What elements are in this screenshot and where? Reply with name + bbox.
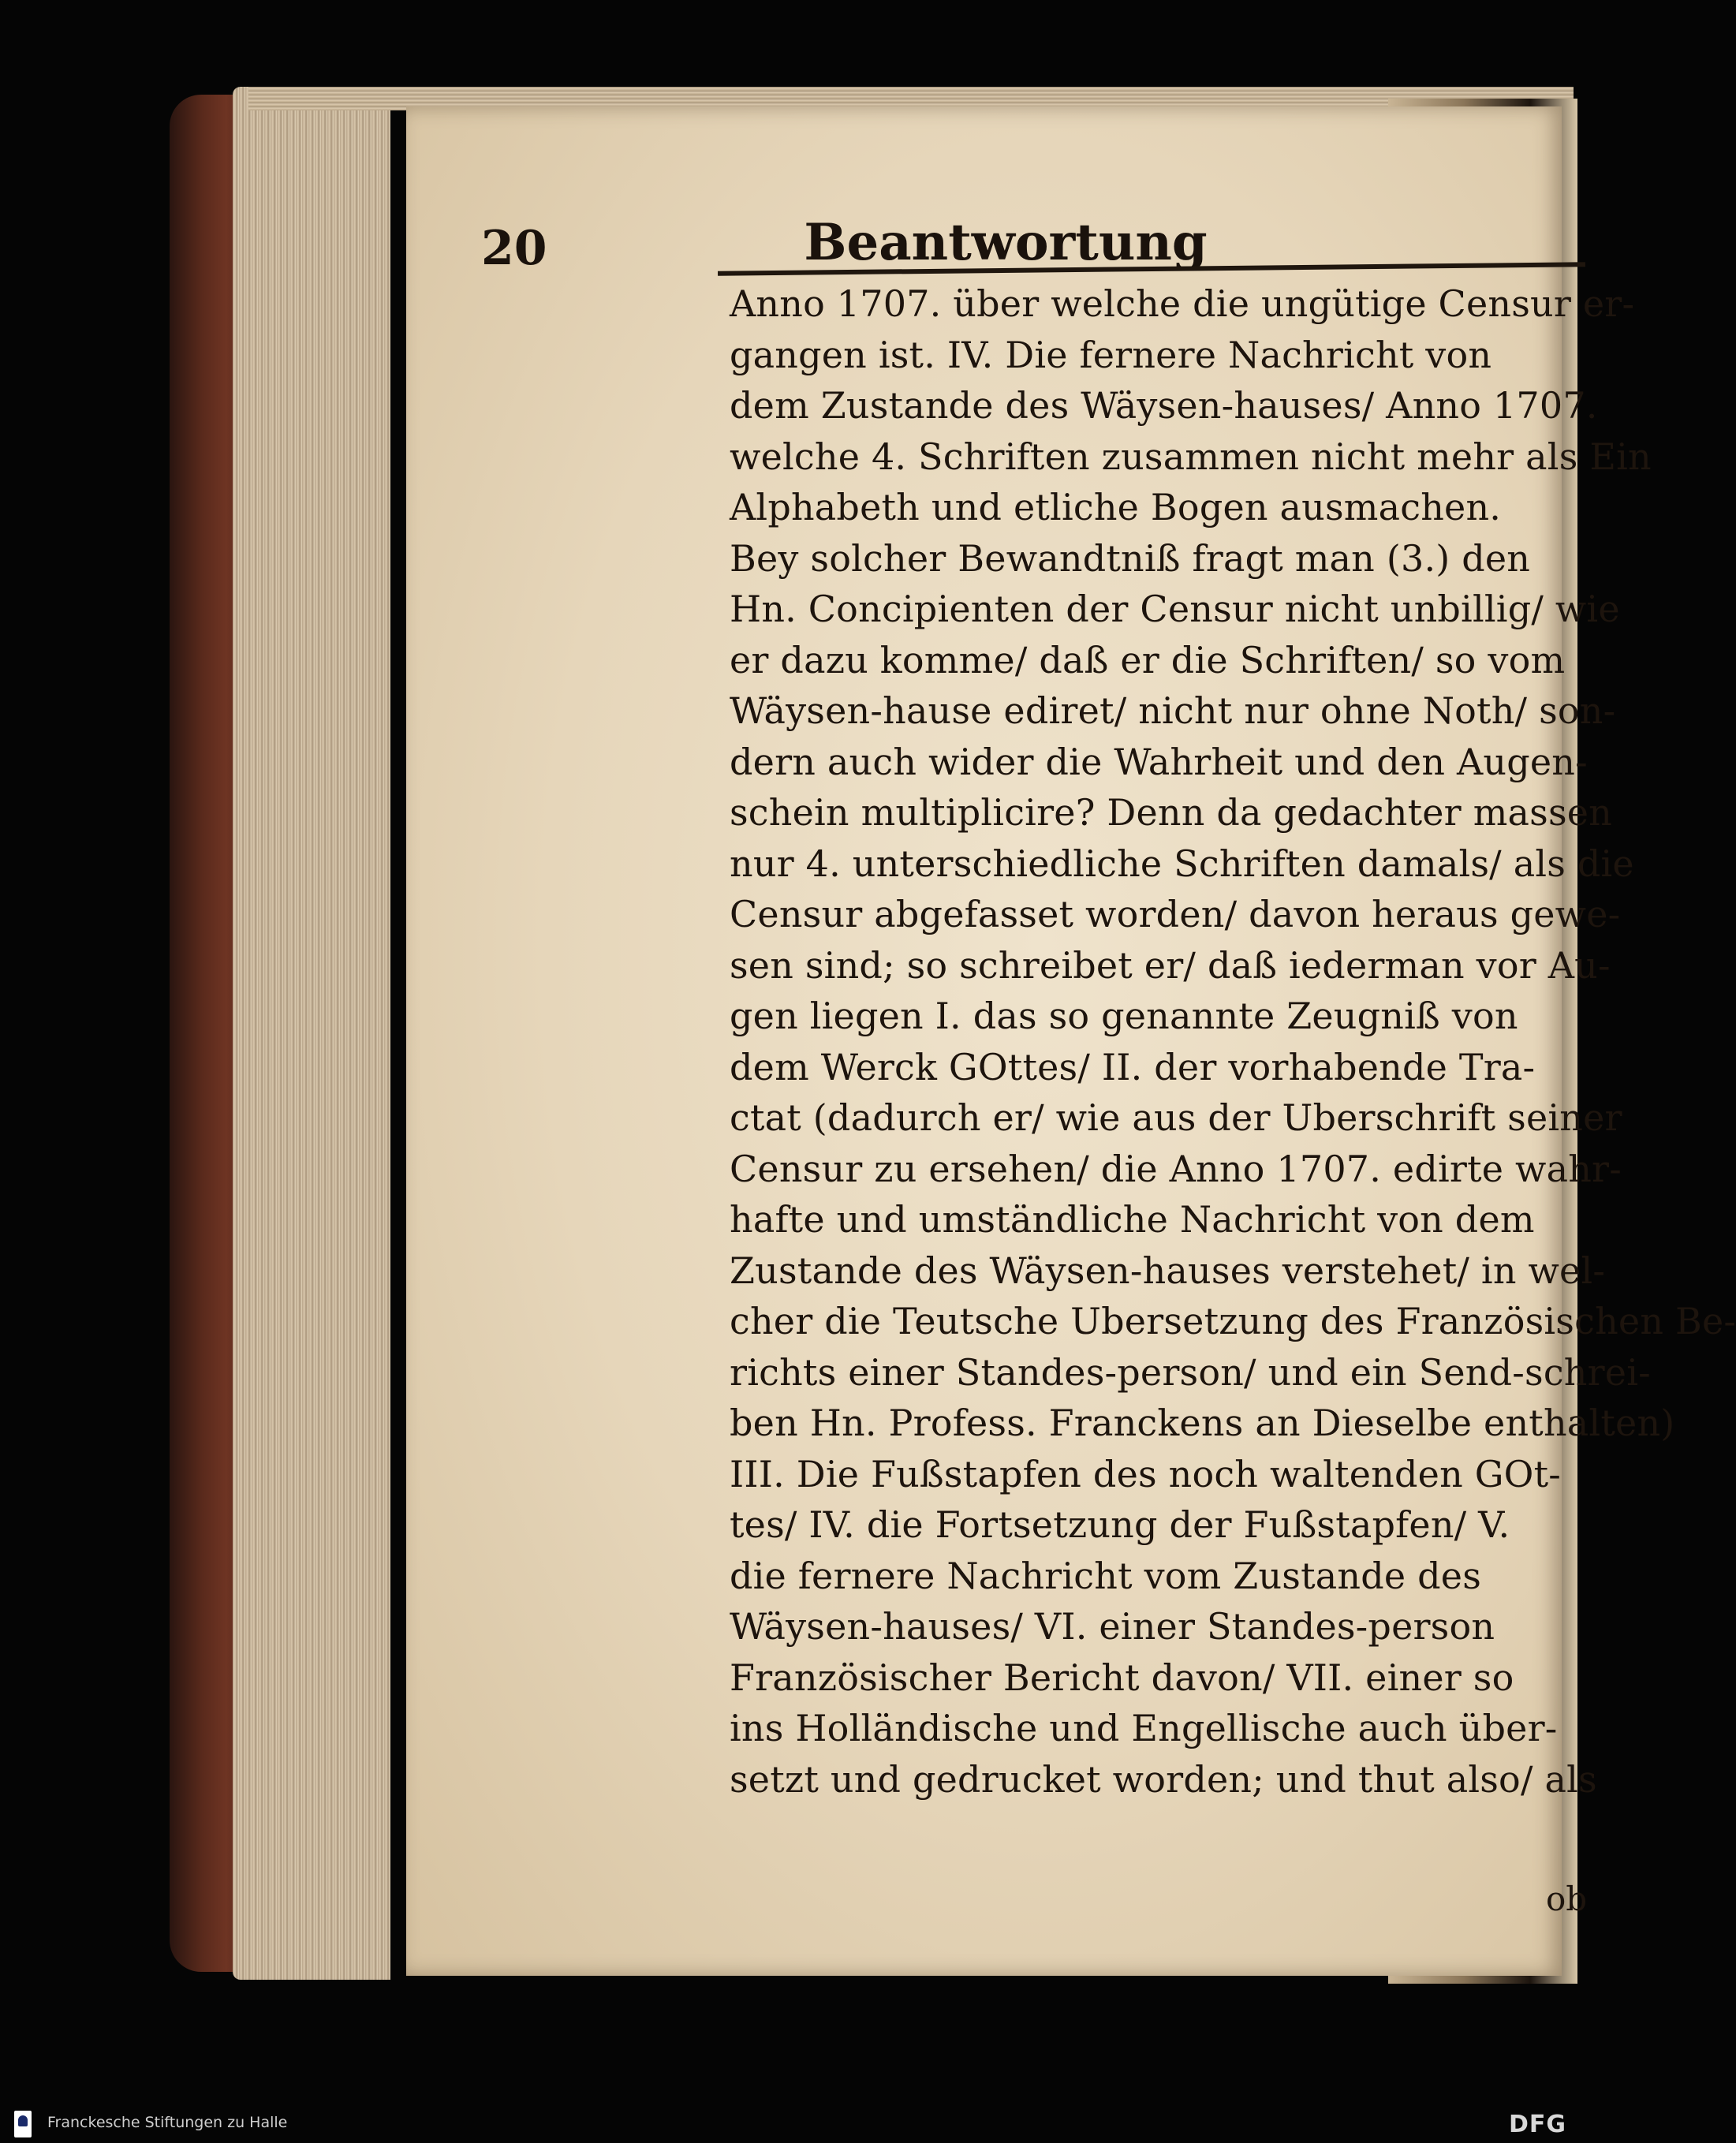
- franckesche-stiftungen-logo-icon[interactable]: [14, 2111, 32, 2137]
- text-line: Censur zu ersehen/ die Anno 1707. edirte wahr-: [730, 1147, 1622, 1190]
- text-line: Alphabeth und etliche Bogen ausmachen.: [730, 486, 1502, 528]
- text-line: hafte und umständliche Nachricht von dem: [730, 1198, 1535, 1241]
- text-line: Hn. Concipienten der Censur nicht unbillig/ wie: [730, 588, 1620, 630]
- text-line: dem Werck GOttes/ II. der vorhabende Tra-: [730, 1045, 1536, 1088]
- running-head: Beantwortung: [804, 213, 1208, 272]
- page-header: [406, 213, 1562, 284]
- page-body-text: [730, 278, 1736, 1805]
- text-line: III. Die Fußstapfen des noch waltenden GOt-: [730, 1452, 1561, 1495]
- text-line: tes/ IV. die Fortsetzung der Fußstapfen/ V.: [730, 1503, 1510, 1546]
- text-line: dem Zustande des Wäysen-hauses/ Anno 1707.: [730, 384, 1598, 427]
- text-line: Zustande des Wäysen-hauses verstehet/ in wel-: [730, 1249, 1606, 1292]
- text-line: welche 4. Schriften zusammen nicht mehr als Ein: [730, 435, 1652, 478]
- text-line: richts einer Standes-person/ und ein Send-schrei-: [730, 1350, 1651, 1394]
- viewer-footer-bar: [0, 2106, 1577, 2143]
- catchword: ob: [1546, 1880, 1588, 1918]
- logo-mark: [18, 2115, 28, 2126]
- text-line: Wäysen-hauses/ VI. einer Standes-person: [730, 1605, 1495, 1648]
- text-line: gangen ist. IV. Die fernere Nachricht von: [730, 333, 1492, 376]
- text-line: Bey solcher Bewandtniß fragt man (3.) den: [730, 536, 1531, 580]
- text-line: Französischer Bericht davon/ VII. einer so: [730, 1656, 1514, 1699]
- text-line: nur 4. unterschiedliche Schriften damals/ als die: [730, 842, 1634, 885]
- book-page: [406, 106, 1736, 1976]
- text-line: Wäysen-hause ediret/ nicht nur ohne Noth/ son-: [730, 689, 1616, 732]
- page-number: 20: [481, 221, 547, 276]
- text-line: ctat (dadurch er/ wie aus der Uberschrift seiner: [730, 1096, 1622, 1139]
- text-line: schein multiplicire? Denn da gedachter massen: [730, 791, 1612, 834]
- text-line: dern auch wider die Wahrheit und den Augen-: [730, 740, 1588, 783]
- text-line: ins Holländische und Engellische auch über-: [730, 1707, 1558, 1749]
- text-line: ben Hn. Profess. Franckens an Dieselbe enthalten): [730, 1402, 1675, 1444]
- text-line: gen liegen I. das so genannte Zeugniß von: [730, 995, 1518, 1037]
- text-line: er dazu komme/ daß er die Schriften/ so vom: [730, 638, 1566, 681]
- text-line: die fernere Nachricht vom Zustande des: [730, 1554, 1482, 1597]
- text-line: Censur abgefasset worden/ davon heraus gewe-: [730, 893, 1621, 935]
- text-line: setzt und gedrucket worden; und thut also/ als: [730, 1757, 1597, 1801]
- text-line: cher die Teutsche Ubersetzung des Französischen Be-: [730, 1300, 1736, 1342]
- text-line: Anno 1707. über welche die ungütige Censur er-: [730, 282, 1635, 325]
- institution-name[interactable]: Franckesche Stiftungen zu Halle: [47, 2114, 288, 2131]
- text-line: sen sind; so schreibet er/ daß iederman vor Au-: [730, 943, 1611, 987]
- dfg-logo[interactable]: DFG: [1508, 2111, 1566, 2138]
- book-scan: [170, 87, 1736, 1988]
- page-block-edges: [233, 87, 390, 1980]
